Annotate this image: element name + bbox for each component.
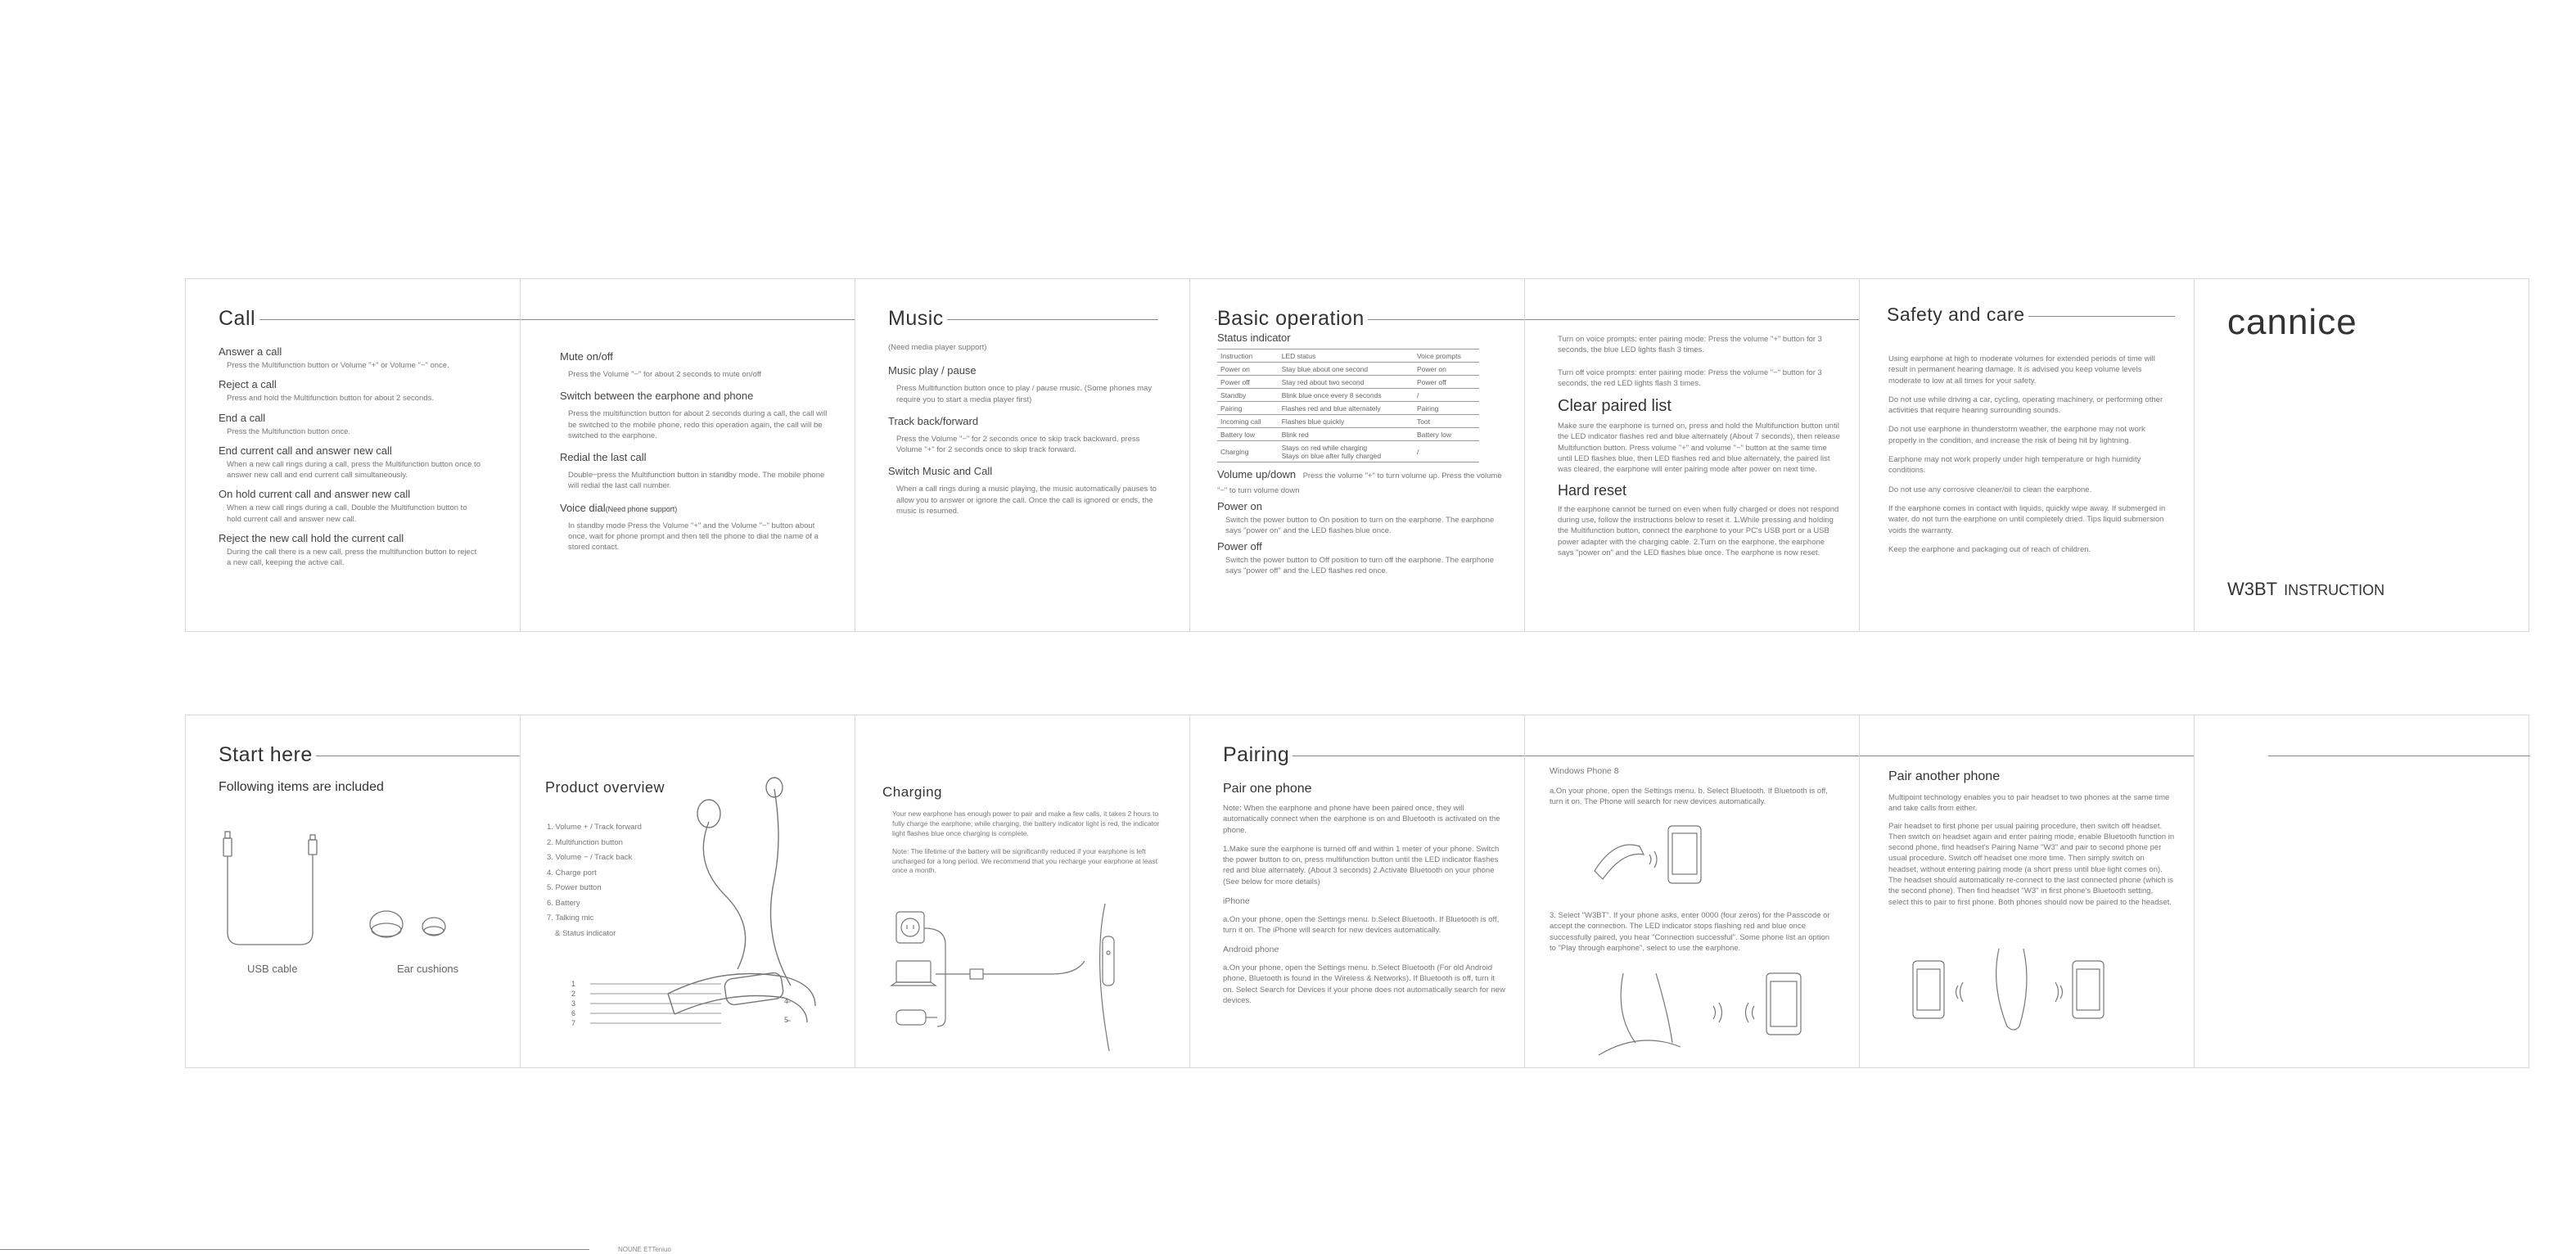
instruction-heading: Track back/forward xyxy=(888,414,979,427)
list-item: 4. Charge port xyxy=(547,868,597,877)
charging-illustration xyxy=(888,904,1183,1067)
status-heading: Status indicator xyxy=(1217,332,1291,344)
callout-lines xyxy=(590,984,791,1023)
table-cell: Toot xyxy=(1414,415,1479,428)
car-charger-icon xyxy=(896,1010,937,1025)
pairing-note: Note: When the earphone and phone have been paired once, they will automatically connect when the earphone is on and Bluetooth is activated on the phone. xyxy=(1223,804,1500,835)
laptop-icon xyxy=(891,961,936,986)
phone-pairing-illustration xyxy=(1590,822,1721,895)
music-note: (Need media player support) xyxy=(888,343,987,352)
table-cell: Flashes blue quickly xyxy=(1279,415,1414,428)
table-cell: Blink red xyxy=(1279,428,1414,441)
step3-content xyxy=(1550,908,1836,954)
instruction-text: When a new call rings during a call, press the Multifunction button once to answer new call and end current call simultaneously. xyxy=(227,459,480,480)
pairing-steps: 1.Make sure the earphone is turned off and within 1 meter of your phone. Switch the power button to on, press multifunction button until the LED indicator flashes red and blue alternately. (About 3 seconds) 2.Activate Bluetooth on your phone (See below for more details) xyxy=(1223,844,1500,886)
windows-text: a.On your phone, open the Settings menu. b. Select Bluetooth. If Bluetooth is off, turn it on. The Phone will search for new devices automatically. xyxy=(1550,786,1828,806)
instruction-heading: Redial the last call xyxy=(560,451,647,464)
list-item: 1. Volume + / Track forward xyxy=(547,823,642,832)
table-row xyxy=(1217,389,1479,402)
volume-heading: Volume up/down xyxy=(1217,468,1297,480)
hard-reset-heading: Hard reset xyxy=(1558,481,1627,498)
panel-title: Pairing xyxy=(1223,743,1293,767)
panel-title: Music xyxy=(888,307,947,331)
callout-number: 5 xyxy=(784,1016,789,1024)
panel-charging xyxy=(855,715,1190,1067)
power-on-heading: Power on xyxy=(1217,500,1262,512)
title-rule xyxy=(1525,319,1860,320)
panel-safety xyxy=(1860,279,2195,631)
panel-product-overview xyxy=(521,715,855,1067)
instruction-text: When a call rings during a music playing, the music automatically pauses to allow you to answer or ignore the call. Once the call is ignored or ends, the music is resumed. xyxy=(896,485,1157,516)
call-instructions xyxy=(219,338,480,569)
instruction-text: Press the Multifunction button or Volume "+" or Volume "−" once. xyxy=(227,361,449,370)
safety-paragraph: Do not use while driving a car, cycling, operating machinery, or performing other activities that require hearing surrounding sounds. xyxy=(1888,395,2163,416)
table-cell: Stay red about two second xyxy=(1279,376,1414,389)
callout-number: 1 xyxy=(571,980,576,988)
table-cell: Charging xyxy=(1217,441,1279,462)
model-name: W3BT xyxy=(2227,579,2278,599)
table-cell: Flashes red and blue alternately xyxy=(1279,402,1414,415)
smartphone-icon xyxy=(1668,826,1701,883)
voice-off-text: Turn off voice prompts: enter pairing mode: Press the volume "−" button for 3 seconds, the red LED lights flash 3 times. xyxy=(1558,368,1822,388)
adjacent-page-rule xyxy=(0,1249,589,1250)
pairing-content xyxy=(1223,774,1505,1006)
list-item: 2. Multifunction button xyxy=(547,837,623,847)
two-phones-illustration xyxy=(1909,945,2154,1035)
table-cell: Power off xyxy=(1414,376,1479,389)
table-row xyxy=(1217,363,1479,376)
clear-paired-text: Make sure the earphone is turned on, press and hold the Multifunction button until the LED indicator flashes red and blue alternately (About 7 seconds), then release Multifunction button. Press volume "+" and volume "−" button at the same time until LED flashes blue, then LED flashes red and blue alternately, the paired list was cleared, the earphone will enter pairing mode after power on next time. xyxy=(1558,422,1840,475)
neckband-earphone-illustration xyxy=(570,773,832,1067)
instruction-text: Press the multifunction button for about 2 seconds during a call, the call will be switched to the mobile phone, redo this operation again, the call will be switched to the earphone. xyxy=(568,409,828,440)
pair-one-heading: Pair one phone xyxy=(1223,782,1312,796)
safety-paragraph: Do not use earphone in thunderstorm weather, the earphone may not work properly in the condition, and increase the risk of being hit by lightning. xyxy=(1888,425,2145,445)
table-cell: Power off xyxy=(1217,376,1279,389)
panel-music xyxy=(855,279,1190,631)
panel-basic-operation xyxy=(1190,279,1525,631)
smartphone-icon xyxy=(1913,961,1944,1018)
smartphone-icon xyxy=(2073,961,2104,1018)
wireless-signal-icon xyxy=(1713,1003,1754,1022)
instruction-text: During the call there is a new call, press the multifunction button to reject a new call, keeping the active call. xyxy=(227,548,477,568)
instruction-heading: End a call xyxy=(219,411,266,424)
table-cell: Blink blue once every 8 seconds xyxy=(1279,389,1414,402)
volume-row xyxy=(1217,467,1504,497)
table-cell: Power on xyxy=(1217,363,1279,376)
safety-paragraph: Earphone may not work properly under high temperature or high humidity conditions. xyxy=(1888,455,2141,476)
safety-paragraph: If the earphone comes in contact with liquids, quickly wipe away. If submerged in water, do not turn the earphone on until completely dried. Tips liquid submersion voids the warranty. xyxy=(1888,503,2166,535)
pair-another-text: Multipoint technology enables you to pair headset to two phones at the same time and take calls from either. xyxy=(1888,793,2170,814)
pair-another-content xyxy=(1888,769,2175,908)
table-cell: Standby xyxy=(1217,389,1279,402)
safety-paragraph: Using earphone at high to moderate volumes for extended periods of time will result in permanent hearing damage. It is advised you keep volume levels moderate to low at all times for your safety. xyxy=(1888,354,2155,386)
panel-reset xyxy=(1525,279,1860,631)
charging-note: Note: The lifetime of the battery will be significantly reduced if your earphone is left uncharged for a long period. We recommend that you recharge your earphone at least once a month. xyxy=(892,846,1157,875)
table-cell: Incoming call xyxy=(1217,415,1279,428)
table-cell: Pairing xyxy=(1414,402,1479,415)
adjacent-page-label: NOUNE ETTeniuo xyxy=(618,1246,671,1253)
instruction-sheet-back xyxy=(185,715,2529,1068)
call-instructions-2 xyxy=(560,343,830,553)
table-row xyxy=(1217,376,1479,389)
callout-number: 6 xyxy=(571,1009,576,1017)
list-item: 5. Power button xyxy=(547,883,602,893)
safety-paragraph: Keep the earphone and packaging out of reach of children. xyxy=(1888,544,2091,554)
table-header-row xyxy=(1217,350,1479,363)
charging-content xyxy=(892,807,1162,876)
table-cell: Pairing xyxy=(1217,402,1279,415)
power-off-heading: Power off xyxy=(1217,539,1262,553)
instruction-heading: Mute on/off xyxy=(560,350,613,363)
included-heading: Following items are included xyxy=(219,780,384,794)
voice-on-text: Turn on voice prompts: enter pairing mode: Press the volume "+" button for 3 seconds, the blue LED lights flash 3 times. xyxy=(1558,335,1822,355)
panel-windows-pairing xyxy=(1525,715,1860,1067)
heading-note: (Need phone support) xyxy=(605,504,678,513)
list-item: 3. Volume − / Track back xyxy=(547,853,633,863)
ear-cushions-icon xyxy=(370,911,445,937)
ear-cushions-label: Ear cushions xyxy=(397,963,459,975)
panel-cover xyxy=(2195,279,2530,631)
panel-title: Safety and care xyxy=(1887,304,2028,326)
panel-call-continued xyxy=(521,279,855,631)
callout-number: 3 xyxy=(571,999,576,1008)
android-text: a.On your phone, open the Settings menu. b.Select Bluetooth (For old Android phone, Bluetooth is found in the Wireless & Networks). If Bluetooth is off, turn it on. Select Search for Devices if your phone does not automatically search for new devices. xyxy=(1223,963,1505,1005)
table-row xyxy=(1217,428,1479,441)
instruction-text: When a new call rings during a call, Double the Multifunction button to hold current call and answer new call. xyxy=(227,503,467,524)
table-cell: / xyxy=(1414,389,1479,402)
instruction-heading: Reject a call xyxy=(219,378,277,391)
instruction-text: Press Multifunction button once to play / pause music. (Some phones may require you to start a media player first) xyxy=(896,384,1153,404)
pair-another-heading: Pair another phone xyxy=(1888,769,2001,783)
table-row xyxy=(1217,402,1479,415)
panel-title: Start here xyxy=(219,743,316,767)
callout-number: 7 xyxy=(571,1019,576,1027)
table-row xyxy=(1217,441,1479,462)
iphone-text: a.On your phone, open the Settings menu. b.Select Bluetooth. If Bluetooth is off, turn it on. The iPhone will search for new devices automatically. xyxy=(1223,914,1500,936)
panel-pairing xyxy=(1190,715,1525,1067)
iphone-heading: iPhone xyxy=(1223,896,1250,907)
document-type: INSTRUCTION xyxy=(2284,582,2385,598)
volume-text: Press the volume "+" to turn volume up. Press the volume "−" to turn volume down xyxy=(1217,471,1502,495)
wall-outlet-icon xyxy=(896,912,924,943)
title-rule xyxy=(521,319,855,320)
instruction-heading: End current call and answer new call xyxy=(219,444,392,457)
instruction-text: In standby mode Press the Volume "+" and the Volume "−" button about once, wait for phone prompt and then tell the phone to dial the name of a stored contact. xyxy=(568,521,819,553)
table-header: LED status xyxy=(1279,350,1414,363)
table-cell: Stays on red while charging Stays on blue after fully charged xyxy=(1279,441,1414,462)
instruction-heading: Switch Music and Call xyxy=(888,465,993,478)
table-header: Instruction xyxy=(1217,350,1279,363)
table-cell: Battery low xyxy=(1217,428,1279,441)
neckband-icon xyxy=(1996,949,2027,1030)
table-row xyxy=(1217,415,1479,428)
instruction-heading: Reject the new call hold the current call xyxy=(219,532,404,545)
panel-title: Call xyxy=(219,307,259,331)
model-title xyxy=(2227,579,2384,600)
safety-content xyxy=(1888,351,2171,555)
connection-illustration xyxy=(1590,965,1836,1063)
instruction-text: Press and hold the Multifunction button for about 2 seconds. xyxy=(227,394,434,404)
instruction-text: Double−press the Multifunction button in standby mode. The mobile phone will redial the last call number. xyxy=(568,471,825,491)
earphone-icon xyxy=(1595,845,1644,879)
table-cell: / xyxy=(1414,441,1479,462)
windows-content xyxy=(1550,763,1836,807)
instruction-text: Press the Volume "−" for about 2 seconds to mute on/off xyxy=(568,370,762,379)
usb-cable-icon xyxy=(223,832,317,945)
neckband-icon xyxy=(1599,973,1680,1055)
title-rule xyxy=(259,319,521,320)
callout-number: 4 xyxy=(784,997,789,1005)
wireless-signal-icon xyxy=(1649,851,1657,868)
callout-number: 2 xyxy=(571,990,576,998)
callout-numbers-left xyxy=(571,979,575,1028)
neckband-icon xyxy=(668,778,815,1022)
brand-logo: cannice xyxy=(2227,302,2357,342)
instruction-sheet-front xyxy=(185,278,2529,632)
panel-title: Charging xyxy=(882,784,945,801)
earphone-charging-icon xyxy=(1100,904,1114,1051)
panel-title: Product overview xyxy=(545,779,668,796)
panel-pair-another xyxy=(1860,715,2195,1067)
instruction-heading: Music play / pause xyxy=(888,364,977,377)
charging-text: Your new earphone has enough power to pair and make a few calls, it takes 2 hours to fully charge the earphone; while charging, the battery indicator light is red, the indicator light flashes blue once charging is complete. xyxy=(892,810,1160,837)
instruction-text: Press the Multifunction button once. xyxy=(227,426,351,436)
power-off-text: Switch the power button to Off position to turn off the earphone. The earphone says "power off" and the LED flashes red once. xyxy=(1225,555,1494,575)
android-heading: Android phone xyxy=(1223,945,1279,955)
table-cell: Stay blue about one second xyxy=(1279,363,1414,376)
basic-operation-content xyxy=(1217,332,1504,576)
reset-content xyxy=(1558,332,1840,558)
table-header: Voice prompts xyxy=(1414,350,1479,363)
hard-reset-text: If the earphone cannot be turned on even when fully charged or does not respond during use, follow the instructions below to reset it. 1.While pressing and holding the Multifunction button, connect the earphone to your PC's USB port or a USB power adapter with the charging cable. 2.Turn on the earphone, the earphone says "power on" and the LED flashes blue once. The earphone is now reset. xyxy=(1558,504,1839,557)
list-item: 7. Talking mic xyxy=(547,913,594,923)
panel-call xyxy=(186,279,521,631)
heading-text: Voice dial xyxy=(560,501,606,514)
step3-text: 3. Select "W3BT". If your phone asks, enter 0000 (four zeros) for the Passcode or accept the connection. The LED indicator stops flashing red and blue once successfully paired, you hear "Connection successful". Some phone list an option to "Play through earphone", select to use the earphone. xyxy=(1550,911,1830,953)
table-cell: Battery low xyxy=(1414,428,1479,441)
music-instructions xyxy=(888,340,1158,516)
instruction-text: Press the Volume "−" for 2 seconds once to skip track backward, press Volume "+" for 2 seconds once to skip track forward. xyxy=(896,434,1140,455)
status-table xyxy=(1217,349,1479,462)
instruction-heading: Answer a call xyxy=(219,345,282,358)
list-item: 6. Battery xyxy=(547,898,580,908)
smartphone-icon xyxy=(1766,973,1801,1035)
panel-title: Basic operation xyxy=(1217,307,1368,331)
list-item: & Status indicator xyxy=(555,928,616,938)
windows-heading: Windows Phone 8 xyxy=(1550,766,1619,776)
clear-paired-heading: Clear paired list xyxy=(1558,397,1671,416)
charging-cable-icon xyxy=(924,928,1085,1026)
panel-start-here xyxy=(186,715,521,1067)
instruction-heading: Switch between the earphone and phone xyxy=(560,390,754,403)
panel-back-cover xyxy=(2195,715,2530,1067)
instruction-heading xyxy=(560,502,830,514)
table-cell: Power on xyxy=(1414,363,1479,376)
power-on-text: Switch the power button to On position to turn on the earphone. The earphone says "power on" and the LED flashes blue once. xyxy=(1225,516,1495,536)
wireless-signal-icon xyxy=(1956,982,2063,1002)
pair-another-steps: Pair headset to first phone per usual pairing procedure, then switch off headset. Then switch on headset again and enter pairing mode, enable Bluetooth function in second phone, find headset's Pairing Name "W3" and pair to second phone per usual procedure. Switch off headset one more time. Then simply switch on headset, without entering pairing mode (a short press until blue light comes on). The headset should automatically re-connect to the last connected phone (which is the second phone). Then find headset "W3" in first phone's Bluetooth setting, select this to pair to first phone. Both phones should now be paired to the headset. xyxy=(1888,821,2175,907)
safety-paragraph: Do not use any corrosive cleaner/oil to clean the earphone. xyxy=(1888,485,2092,494)
usb-cable-label: USB cable xyxy=(247,963,298,975)
instruction-heading: On hold current call and answer new call xyxy=(219,488,411,501)
